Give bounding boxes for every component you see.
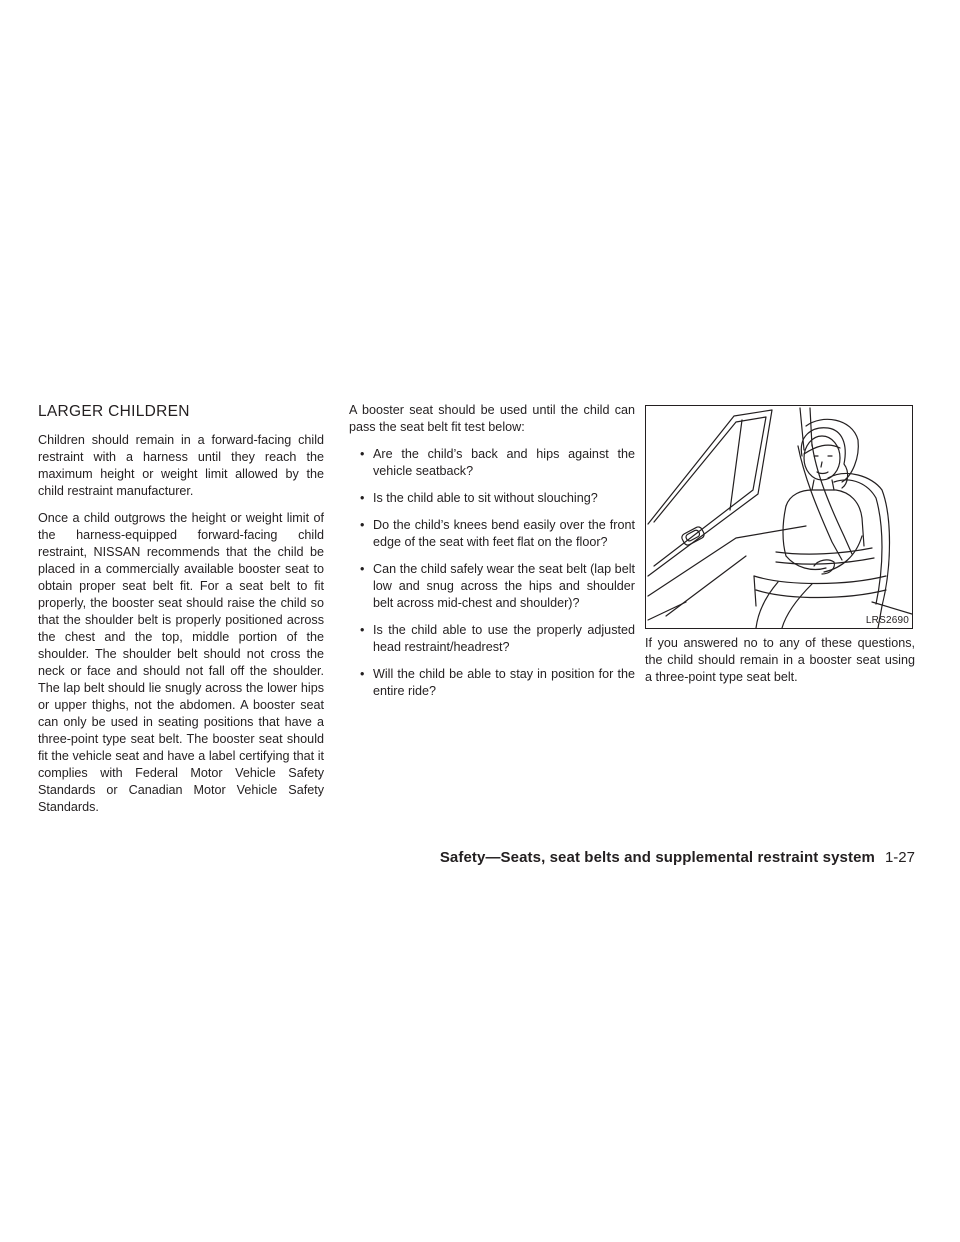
paragraph-harness: Children should remain in a forward-facing child restraint with a harness until they reach the maximum height or weight limit allowed by the child restraint manufacturer.: [38, 433, 324, 498]
bullet-icon: •: [360, 667, 365, 681]
bullet-icon: •: [360, 447, 365, 461]
list-item: • Can the child safely wear the seat belt (lap belt low and snug across the hips and shoulder belt across mid-chest and shoulder)?: [360, 562, 635, 610]
fit-test-intro: A booster seat should be used until the child can pass the seat belt fit test below:: [349, 403, 635, 434]
page-footer: [425, 849, 915, 867]
conclusion-paragraph: If you answered no to any of these questions, the child should remain in a booster seat using a three-point type seat belt.: [645, 636, 915, 684]
footer-section-title: Safety—Seats, seat belts and supplemental restraint system: [439, 849, 875, 866]
list-item: • Do the child’s knees bend easily over the front edge of the seat with feet flat on the floor?: [360, 518, 635, 549]
list-item: • Is the child able to use the properly adjusted head restraint/headrest?: [360, 623, 635, 654]
bullet-icon: •: [360, 518, 365, 532]
fit-test-list: [349, 446, 635, 700]
left-column: [38, 402, 324, 826]
bullet-icon: •: [360, 562, 365, 576]
list-item: • Are the child’s back and hips against the vehicle seatback?: [360, 447, 635, 478]
list-item: • Will the child be able to stay in position for the entire ride?: [360, 667, 635, 698]
booster-seat-illustration: [645, 405, 913, 629]
section-heading: LARGER CHILDREN: [38, 403, 190, 420]
child-in-booster-seat-drawing: [646, 406, 912, 628]
page-number: 1-27: [884, 849, 915, 866]
list-item: • Is the child able to sit without slouching?: [360, 491, 598, 505]
bullet-icon: •: [360, 491, 365, 505]
right-column: [645, 405, 915, 696]
figure-code: LRS2690: [865, 615, 909, 626]
middle-column: [349, 402, 635, 710]
paragraph-booster: Once a child outgrows the height or weight limit of the harness-equipped forward-facing child restraint, NISSAN recommends that the child be placed in a commercially available booster seat to obtain proper seat belt fit. For a seat belt to fit properly, the booster seat should raise the child so that the shoulder belt is properly positioned across the chest and the top, middle portion of the shoulder. The shoulder belt should not cross the neck or face and should not fall off the shoulder. The lap belt should lie snugly across the lower hips or upper thighs, not the abdomen. A booster seat can only be used in seating positions that have a three-point type seat belt. The booster seat should fit the vehicle seat and have a label certifying that it complies with Federal Motor Vehicle Safety Standards or Canadian Motor Vehicle Safety Standards.: [38, 511, 324, 814]
bullet-icon: •: [360, 623, 365, 637]
